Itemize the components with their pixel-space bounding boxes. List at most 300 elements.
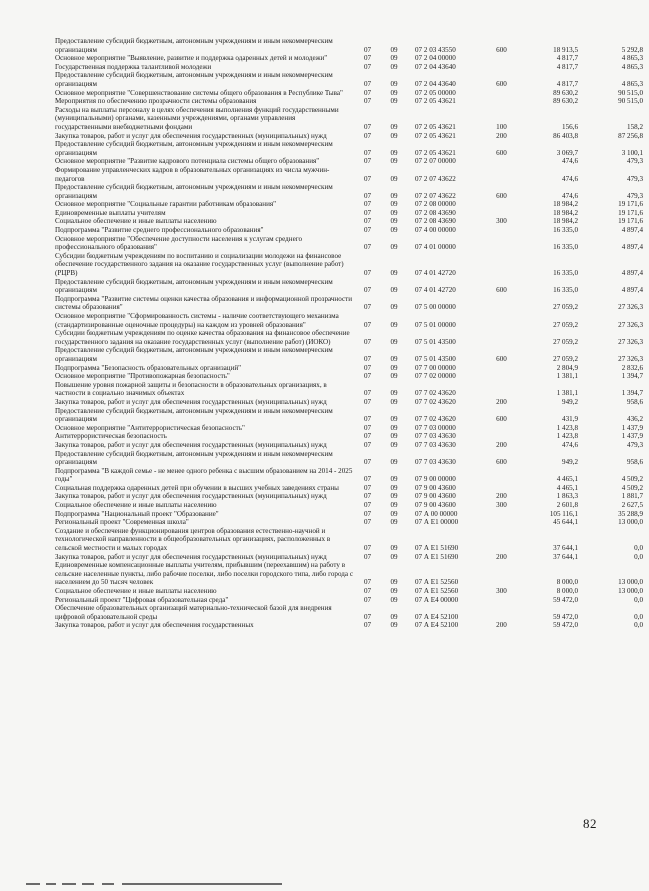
row-target-article-code: 07 А E1 51690	[415, 544, 459, 553]
row-amount-year-2: 1 881,7	[621, 492, 643, 501]
table-row	[54, 54, 649, 63]
row-expense-type-code	[488, 381, 515, 398]
table-row	[54, 166, 649, 183]
row-section-code: 07	[363, 337, 372, 346]
row-subsection-code: 09	[390, 397, 398, 406]
row-section-code: 07	[363, 518, 372, 527]
row-target-article-code: 07 5 01 43500	[415, 354, 456, 363]
row-subsection-code: 09	[390, 217, 398, 226]
row-section-code: 07	[363, 389, 372, 398]
table-row	[54, 587, 649, 596]
row-subsection-code: 09	[390, 200, 398, 209]
table-row	[54, 157, 649, 166]
row-amount-year-1: 16 335,0	[553, 243, 578, 252]
row-amount-year-2: 19 171,6	[618, 200, 643, 209]
table-row	[54, 441, 649, 450]
table-row	[54, 217, 649, 226]
row-amount-year-1: 86 403,8	[553, 131, 578, 140]
table-row	[54, 501, 649, 510]
row-section-code: 07	[363, 97, 372, 106]
row-name: Предоставление субсидий бюджетным, автономным учреждениям и иным некоммерческим организациям	[55, 183, 333, 200]
table-row	[54, 278, 649, 295]
row-target-article-code: 07 7 00 00000	[415, 363, 456, 372]
row-subsection-code: 09	[390, 174, 398, 183]
row-amount-year-2: 479,3	[627, 191, 643, 200]
row-amount-year-1: 18 984,2	[553, 200, 578, 209]
row-subsection-code: 09	[390, 509, 398, 518]
row-name: Подпрограмма "В каждой семье - не менее одного ребенка с высшим образованием на 2014 - 2025 годы"	[55, 466, 353, 484]
row-section-code: 07	[363, 354, 372, 363]
row-subsection-code: 09	[390, 432, 398, 441]
row-name: Антитеррористическая безопасность	[55, 432, 167, 441]
row-name: Мероприятия по обеспечению прозрачности системы образования	[55, 97, 257, 106]
row-amount-year-1: 1 423,8	[556, 432, 578, 441]
row-name: Основное мероприятие "Противопожарная безопасность"	[55, 372, 230, 381]
row-expense-type-code: 600	[496, 458, 507, 467]
row-target-article-code: 07 2 05 43621	[415, 97, 456, 106]
row-subsection-code: 09	[390, 354, 398, 363]
row-name: Подпрограмма "Национальный проект "Образование"	[55, 509, 219, 518]
row-amount-year-2: 13 000,0	[618, 518, 643, 527]
row-section-code: 07	[363, 552, 372, 561]
row-expense-type-code	[488, 97, 515, 106]
row-section-code: 07	[363, 595, 372, 604]
row-target-article-code: 07 А E1 52560	[415, 587, 459, 595]
row-amount-year-1: 4 817,7	[556, 62, 578, 71]
row-subsection-code: 09	[390, 286, 398, 295]
row-expense-type-code: 600	[496, 286, 507, 295]
row-subsection-code: 09	[390, 501, 398, 510]
row-subsection-code: 09	[390, 88, 398, 97]
row-amount-year-1: 27 059,2	[553, 320, 578, 329]
row-amount-year-1: 16 335,0	[553, 286, 578, 295]
row-subsection-code: 09	[390, 157, 398, 166]
row-name: Закупка товаров, работ и услуг для обеспечения государственных (муниципальных) нужд	[55, 492, 327, 501]
row-expense-type-code	[488, 89, 515, 98]
row-expense-type-code	[488, 200, 515, 209]
row-subsection-code: 09	[390, 415, 398, 424]
table-row	[54, 252, 649, 278]
row-target-article-code: 07 5 01 00000	[415, 320, 456, 329]
row-expense-type-code	[488, 226, 515, 235]
row-target-article-code: 07 4 00 00000	[415, 226, 456, 235]
row-target-article-code: 07 7 03 43630	[415, 440, 456, 449]
row-section-code: 07	[363, 54, 372, 63]
row-expense-type-code	[488, 329, 515, 346]
row-section-code: 07	[363, 269, 372, 278]
table-row	[54, 71, 649, 88]
table-row	[54, 407, 649, 424]
row-subsection-code: 09	[390, 148, 398, 157]
row-amount-year-1: 4 817,7	[556, 79, 578, 88]
row-target-article-code: 07 9 00 43600	[415, 492, 456, 501]
table-row	[54, 37, 649, 54]
row-amount-year-1: 105 116,1	[549, 509, 578, 518]
row-subsection-code: 09	[390, 595, 398, 604]
row-name: Социальное обеспечение и иные выплаты населению	[55, 501, 217, 510]
row-section-code: 07	[363, 217, 372, 226]
row-expense-type-code	[488, 312, 515, 329]
row-name: Предоставление субсидий бюджетным, автономным учреждениям и иным некоммерческим организациям	[55, 277, 333, 295]
row-target-article-code: 07 А E1 51690	[415, 552, 459, 561]
row-amount-year-2: 158,2	[627, 122, 643, 131]
row-expense-type-code	[488, 252, 515, 278]
row-amount-year-2: 0,0	[634, 544, 643, 553]
table-row	[54, 510, 649, 519]
row-amount-year-2: 479,3	[627, 157, 643, 166]
row-expense-type-code: 600	[496, 45, 507, 54]
row-amount-year-2: 0,0	[634, 612, 643, 621]
row-section-code: 07	[363, 458, 372, 467]
row-subsection-code: 09	[390, 45, 398, 54]
row-subsection-code: 09	[390, 423, 398, 432]
row-amount-year-2: 4 865,3	[621, 79, 643, 88]
row-amount-year-1: 18 913,5	[553, 45, 578, 54]
row-name: Предоставление субсидий бюджетным, автономным учреждениям и иным некоммерческим организациям	[55, 140, 333, 157]
row-amount-year-2: 90 515,0	[618, 88, 643, 97]
row-subsection-code: 09	[390, 320, 398, 329]
row-target-article-code: 07 4 01 42720	[415, 286, 456, 295]
row-name: Государственная поддержка талантливой молодежи	[55, 62, 212, 71]
row-section-code: 07	[363, 483, 372, 492]
row-expense-type-code	[488, 235, 515, 252]
row-amount-year-1: 18 984,2	[553, 217, 578, 226]
row-target-article-code: 07 А E4 52100	[415, 612, 459, 621]
row-section-code: 07	[363, 320, 372, 329]
row-amount-year-2: 4 865,3	[621, 62, 643, 71]
row-amount-year-2: 2 627,5	[621, 501, 643, 510]
row-amount-year-2: 1 394,7	[621, 389, 643, 398]
table-row	[54, 312, 649, 329]
table-row	[54, 329, 649, 346]
row-amount-year-1: 16 335,0	[553, 269, 578, 278]
row-expense-type-code: 200	[496, 131, 507, 140]
row-expense-type-code: 200	[496, 492, 507, 501]
table-row	[54, 200, 649, 209]
table-row	[54, 89, 649, 98]
row-amount-year-2: 13 000,0	[618, 578, 643, 587]
row-subsection-code: 09	[390, 97, 398, 106]
row-name: Социальное обеспечение и иные выплаты населению	[55, 217, 217, 226]
row-name: Подпрограмма "Развитие среднего профессионального образования"	[55, 226, 264, 235]
row-target-article-code: 07 2 08 43690	[415, 208, 456, 217]
row-section-code: 07	[363, 363, 372, 372]
row-name: Социальное обеспечение и иные выплаты населению	[55, 587, 217, 595]
row-target-article-code: 07 5 01 43500	[415, 337, 456, 346]
row-amount-year-2: 4 509,2	[621, 483, 643, 492]
row-target-article-code: 07 7 02 43620	[415, 415, 456, 424]
row-expense-type-code	[488, 54, 515, 63]
row-expense-type-code: 200	[496, 621, 507, 630]
row-name: Предоставление субсидий бюджетным, автономным учреждениям и иным некоммерческим организациям	[55, 346, 333, 363]
row-subsection-code: 09	[390, 612, 398, 621]
row-amount-year-1: 27 059,2	[553, 354, 578, 363]
row-target-article-code: 07 А E1 52560	[415, 578, 459, 587]
row-target-article-code: 07 7 02 43620	[415, 397, 456, 406]
row-name: Субсидии бюджетным учреждениям по воспитанию и социализации молодежи на финансовое обеспечение государственного задания на оказание государственных услуг (выполнение работ) (РЦРВ)	[55, 251, 344, 278]
row-amount-year-2: 4 865,3	[621, 54, 643, 63]
table-row	[54, 561, 649, 587]
row-expense-type-code: 100	[496, 122, 507, 131]
row-amount-year-1: 474,6	[562, 157, 578, 166]
table-row	[54, 596, 649, 605]
row-name: Предоставление субсидий бюджетным, автономным учреждениям и иным некоммерческим организациям	[55, 37, 333, 54]
row-subsection-code: 09	[390, 552, 398, 561]
row-amount-year-1: 8 000,0	[556, 578, 578, 587]
table-row	[54, 450, 649, 467]
row-expense-type-code	[488, 596, 515, 605]
row-amount-year-1: 37 644,1	[553, 544, 578, 553]
row-section-code: 07	[363, 174, 372, 183]
row-target-article-code: 07 2 08 43690	[415, 217, 456, 226]
row-subsection-code: 09	[390, 79, 398, 88]
row-section-code: 07	[363, 226, 372, 235]
row-name: Обеспечение образовательных организаций материально-технической базой для внедрения цифровой образовательной среды	[55, 604, 332, 621]
row-name: Повышение уровня пожарной защиты и безопасности в образовательных организациях, в частности в социально значимых объектах	[55, 380, 327, 398]
row-amount-year-2: 436,2	[627, 415, 643, 424]
table-row	[54, 183, 649, 200]
row-name: Основное мероприятие "Социальные гарантии работникам образования"	[55, 200, 277, 209]
table-row	[54, 364, 649, 373]
table-row	[54, 295, 649, 312]
row-section-code: 07	[363, 415, 372, 424]
table-row	[54, 621, 649, 630]
table-row	[54, 432, 649, 441]
row-section-code: 07	[363, 191, 372, 200]
row-target-article-code: 07 2 03 43550	[415, 45, 456, 54]
row-section-code: 07	[363, 397, 372, 406]
table-row	[54, 492, 649, 501]
row-name: Закупка товаров, работ и услуг для обеспечения государственных (муниципальных) нужд	[55, 552, 327, 561]
table-row	[54, 140, 649, 157]
row-section-code: 07	[363, 122, 372, 131]
row-expense-type-code	[488, 604, 515, 621]
row-subsection-code: 09	[390, 440, 398, 449]
row-target-article-code: 07 2 04 00000	[415, 54, 456, 63]
row-subsection-code: 09	[390, 389, 398, 398]
table-row	[54, 398, 649, 407]
row-amount-year-1: 16 335,0	[553, 226, 578, 235]
row-subsection-code: 09	[390, 131, 398, 140]
row-target-article-code: 07 9 00 00000	[415, 475, 456, 484]
row-subsection-code: 09	[390, 475, 398, 484]
row-name: Региональный проект "Современная школа"	[55, 518, 189, 527]
row-subsection-code: 09	[390, 54, 398, 63]
row-target-article-code: 07 4 01 00000	[415, 243, 456, 252]
row-amount-year-1: 949,2	[562, 397, 578, 406]
row-subsection-code: 09	[390, 122, 398, 131]
row-target-article-code: 07 2 07 43622	[415, 174, 456, 183]
row-amount-year-2: 1 437,9	[621, 423, 643, 432]
row-amount-year-1: 4 465,1	[556, 475, 578, 484]
row-section-code: 07	[363, 501, 372, 510]
row-amount-year-2: 19 171,6	[618, 208, 643, 217]
row-expense-type-code: 200	[496, 552, 507, 561]
table-row	[54, 518, 649, 527]
table-row	[54, 372, 649, 381]
row-amount-year-2: 958,6	[627, 458, 643, 467]
table-row	[54, 97, 649, 106]
row-section-code: 07	[363, 578, 372, 587]
row-target-article-code: 07 7 02 00000	[415, 372, 456, 381]
row-expense-type-code	[488, 209, 515, 218]
table-row	[54, 63, 649, 72]
row-subsection-code: 09	[390, 483, 398, 492]
row-target-article-code: 07 7 03 43630	[415, 458, 456, 467]
row-amount-year-2: 2 832,6	[621, 363, 643, 372]
row-amount-year-1: 89 630,2	[553, 88, 578, 97]
row-amount-year-1: 156,6	[562, 122, 578, 131]
row-subsection-code: 09	[390, 621, 398, 630]
row-expense-type-code	[488, 467, 515, 484]
row-section-code: 07	[363, 423, 372, 432]
table-row	[54, 604, 649, 621]
row-target-article-code: 07 2 04 43640	[415, 79, 456, 88]
table-row	[54, 106, 649, 132]
row-subsection-code: 09	[390, 337, 398, 346]
row-amount-year-1: 89 630,2	[553, 97, 578, 106]
row-target-article-code: 07 7 03 00000	[415, 423, 456, 432]
row-amount-year-1: 37 644,1	[553, 552, 578, 561]
row-expense-type-code: 200	[496, 397, 507, 406]
row-amount-year-2: 0,0	[634, 595, 643, 604]
row-amount-year-1: 1 423,8	[556, 423, 578, 432]
row-name: Субсидии бюджетным учреждениям по оценке качества образования на финансовое обеспечение государственного задания на оказание государственных услуг (выполнение работ) (ИОКО)	[55, 329, 350, 346]
row-expense-type-code: 600	[496, 415, 507, 424]
row-amount-year-2: 4 897,4	[621, 243, 643, 252]
row-amount-year-1: 1 381,1	[556, 372, 578, 381]
table-row	[54, 235, 649, 252]
row-target-article-code: 07 9 00 43600	[415, 483, 456, 492]
row-target-article-code: 07 9 00 43600	[415, 501, 456, 510]
row-section-code: 07	[363, 45, 372, 54]
row-expense-type-code	[488, 372, 515, 381]
row-subsection-code: 09	[390, 62, 398, 71]
row-target-article-code: 07 2 05 43621	[415, 122, 456, 131]
table-row	[54, 484, 649, 493]
row-name: Закупка товаров, работ и услуг для обеспечения государственных (муниципальных) нужд	[55, 440, 327, 449]
table-row	[54, 381, 649, 398]
row-expense-type-code: 300	[496, 587, 507, 595]
row-amount-year-1: 27 059,2	[553, 303, 578, 312]
row-amount-year-2: 4 897,4	[621, 226, 643, 235]
row-expense-type-code	[488, 364, 515, 373]
row-amount-year-1: 431,9	[562, 415, 578, 424]
row-name: Формирование управленческих кадров в образовательных организациях из числа мужчин-педагогов	[55, 165, 330, 183]
row-expense-type-code: 300	[496, 501, 507, 510]
row-amount-year-1: 27 059,2	[553, 337, 578, 346]
scan-edge-marks	[26, 883, 286, 886]
row-expense-type-code	[488, 157, 515, 166]
row-amount-year-2: 479,3	[627, 174, 643, 183]
row-amount-year-2: 19 171,6	[618, 217, 643, 226]
row-amount-year-2: 4 897,4	[621, 286, 643, 295]
table-row	[54, 527, 649, 553]
row-amount-year-1: 3 069,7	[556, 148, 578, 157]
row-name: Предоставление субсидий бюджетным, автономным учреждениям и иным некоммерческим организациям	[55, 406, 333, 424]
row-amount-year-1: 18 984,2	[553, 208, 578, 217]
row-subsection-code: 09	[390, 587, 398, 595]
row-subsection-code: 09	[390, 243, 398, 252]
table-row	[54, 346, 649, 363]
row-amount-year-1: 474,6	[562, 440, 578, 449]
row-amount-year-1: 59 472,0	[553, 621, 578, 630]
row-section-code: 07	[363, 509, 372, 518]
row-expense-type-code	[488, 295, 515, 312]
row-expense-type-code: 200	[496, 440, 507, 449]
row-amount-year-1: 474,6	[562, 174, 578, 183]
row-subsection-code: 09	[390, 544, 398, 553]
row-expense-type-code	[488, 63, 515, 72]
budget-allocation-table	[54, 37, 649, 630]
row-subsection-code: 09	[390, 458, 398, 467]
row-amount-year-1: 4 817,7	[556, 54, 578, 63]
row-section-code: 07	[363, 440, 372, 449]
row-name: Региональный проект "Цифровая образовательная среда"	[55, 595, 229, 604]
row-target-article-code: 07 7 03 43630	[415, 432, 456, 441]
row-name: Закупка товаров, работ и услуг для обеспечения государственных	[55, 621, 254, 630]
row-subsection-code: 09	[390, 303, 398, 312]
row-target-article-code: 07 2 05 00000	[415, 88, 456, 97]
row-name: Единовременные выплаты учителям	[55, 208, 166, 217]
row-section-code: 07	[363, 131, 372, 140]
row-expense-type-code: 600	[496, 354, 507, 363]
row-name: Предоставление субсидий бюджетным, автономным учреждениям и иным некоммерческим организациям	[55, 71, 333, 88]
row-expense-type-code	[488, 432, 515, 441]
page-number: 82	[583, 816, 597, 831]
row-expense-type-code: 600	[496, 191, 507, 200]
row-amount-year-2: 13 000,0	[618, 587, 643, 595]
row-subsection-code: 09	[390, 518, 398, 527]
row-amount-year-1: 59 472,0	[553, 595, 578, 604]
row-amount-year-1: 2 601,8	[556, 501, 578, 510]
row-target-article-code: 07 А E4 00000	[415, 595, 459, 604]
row-section-code: 07	[363, 243, 372, 252]
row-section-code: 07	[363, 208, 372, 217]
row-amount-year-1: 949,2	[562, 458, 578, 467]
row-amount-year-1: 2 804,9	[556, 363, 578, 372]
row-subsection-code: 09	[390, 363, 398, 372]
table-row	[54, 424, 649, 433]
row-name: Предоставление субсидий бюджетным, автономным учреждениям и иным некоммерческим организациям	[55, 449, 333, 467]
row-subsection-code: 09	[390, 208, 398, 217]
row-amount-year-2: 35 288,9	[618, 509, 643, 518]
row-expense-type-code	[488, 166, 515, 183]
row-amount-year-2: 1 437,9	[621, 432, 643, 441]
row-target-article-code: 07 2 07 43622	[415, 191, 456, 200]
row-target-article-code: 07 7 02 43620	[415, 389, 456, 398]
table-row	[54, 467, 649, 484]
row-name: Основное мероприятие "Антитеррористическая безопасность"	[55, 423, 245, 432]
row-section-code: 07	[363, 432, 372, 441]
row-section-code: 07	[363, 88, 372, 97]
row-amount-year-1: 59 472,0	[553, 612, 578, 621]
budget-table-body	[54, 37, 649, 630]
row-subsection-code: 09	[390, 372, 398, 381]
row-name: Расходы на выплаты персоналу в целях обеспечения выполнения функций государственными (муниципальными) органами, казенными учреждениями, органами управления государственными внебюджетными фондами	[55, 105, 339, 131]
row-expense-type-code	[488, 510, 515, 519]
row-name: Социальная поддержка одаренных детей при обучении в высших учебных заведениях страны	[55, 483, 339, 492]
table-row	[54, 132, 649, 141]
row-amount-year-2: 3 100,1	[621, 148, 643, 157]
row-amount-year-1: 45 644,1	[553, 518, 578, 527]
row-section-code: 07	[363, 286, 372, 295]
row-amount-year-2: 4 897,4	[621, 269, 643, 278]
row-amount-year-2: 0,0	[634, 552, 643, 561]
row-amount-year-2: 958,6	[627, 397, 643, 406]
row-section-code: 07	[363, 475, 372, 484]
row-amount-year-2: 27 326,3	[618, 320, 643, 329]
